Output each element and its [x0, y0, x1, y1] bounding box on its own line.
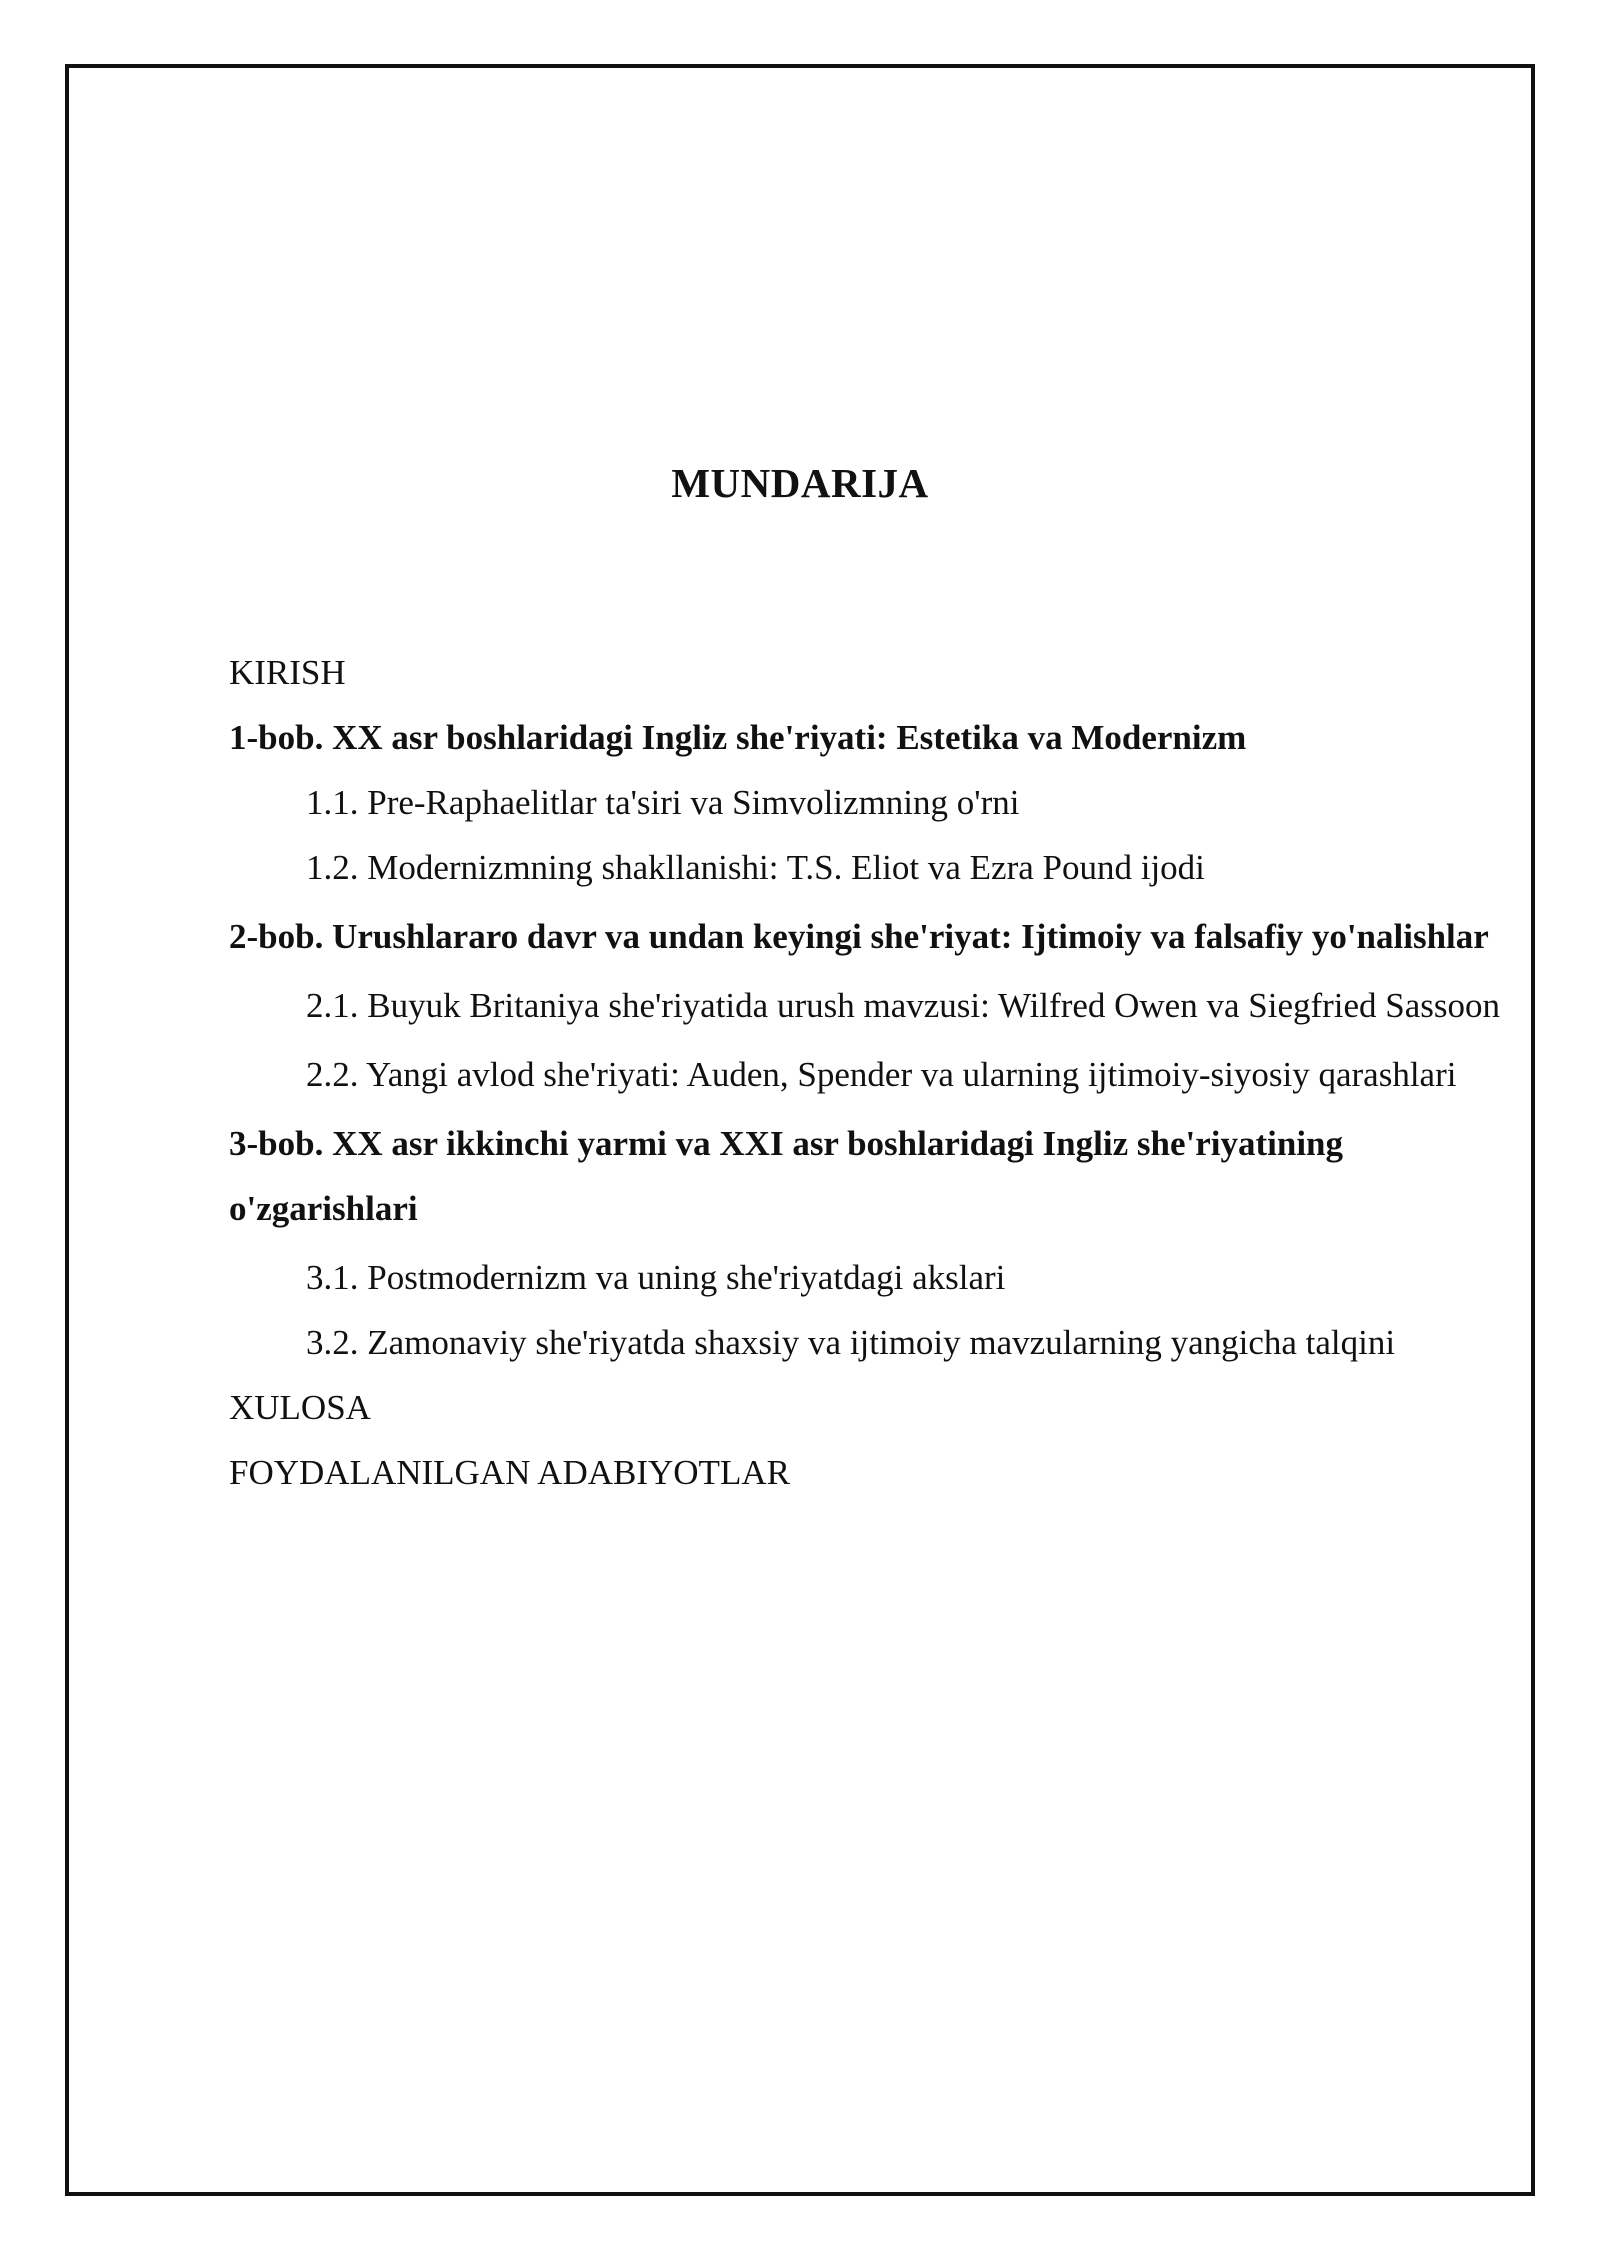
toc-entry-references: FOYDALANILGAN ADABIYOTLAR — [229, 1453, 790, 1492]
toc-section-1-2: 1.2. Modernizmning shakllanishi: T.S. Eliot va Ezra Pound ijodi — [306, 848, 1205, 887]
page-title: MUNDARIJA — [671, 460, 929, 506]
toc-chapter-2: 2-bob. Urushlararo davr va undan keyingi she'riyat: Ijtimoiy va falsafiy yo'nalishlar — [229, 917, 1489, 956]
toc-section-1-1: 1.1. Pre-Raphaelitlar ta'siri va Simvolizmning o'rni — [306, 783, 1020, 822]
toc-section-2-1: 2.1. Buyuk Britaniya she'riyatida urush mavzusi: Wilfred Owen va Siegfried Sassoon — [306, 986, 1501, 1025]
table-of-contents — [229, 640, 1501, 1505]
toc-section-3-2: 3.2. Zamonaviy she'riyatda shaxsiy va ijtimoiy mavzularning yangicha talqini — [306, 1323, 1396, 1362]
toc-entry-introduction: KIRISH — [229, 653, 346, 692]
toc-chapter-1: 1-bob. XX asr boshlaridagi Ingliz she'riyati: Estetika va Modernizm — [229, 718, 1247, 757]
toc-section-2-2: 2.2. Yangi avlod she'riyati: Auden, Spender va ularning ijtimoiy-siyosiy qarashlari — [306, 1055, 1457, 1094]
toc-chapter-3: 3-bob. XX asr ikkinchi yarmi va XXI asr boshlaridagi Ingliz she'riyatining o'zgarishlari — [229, 1124, 1344, 1228]
toc-section-3-1: 3.1. Postmodernizm va uning she'riyatdagi akslari — [306, 1258, 1006, 1297]
toc-entry-conclusion: XULOSA — [229, 1388, 371, 1427]
